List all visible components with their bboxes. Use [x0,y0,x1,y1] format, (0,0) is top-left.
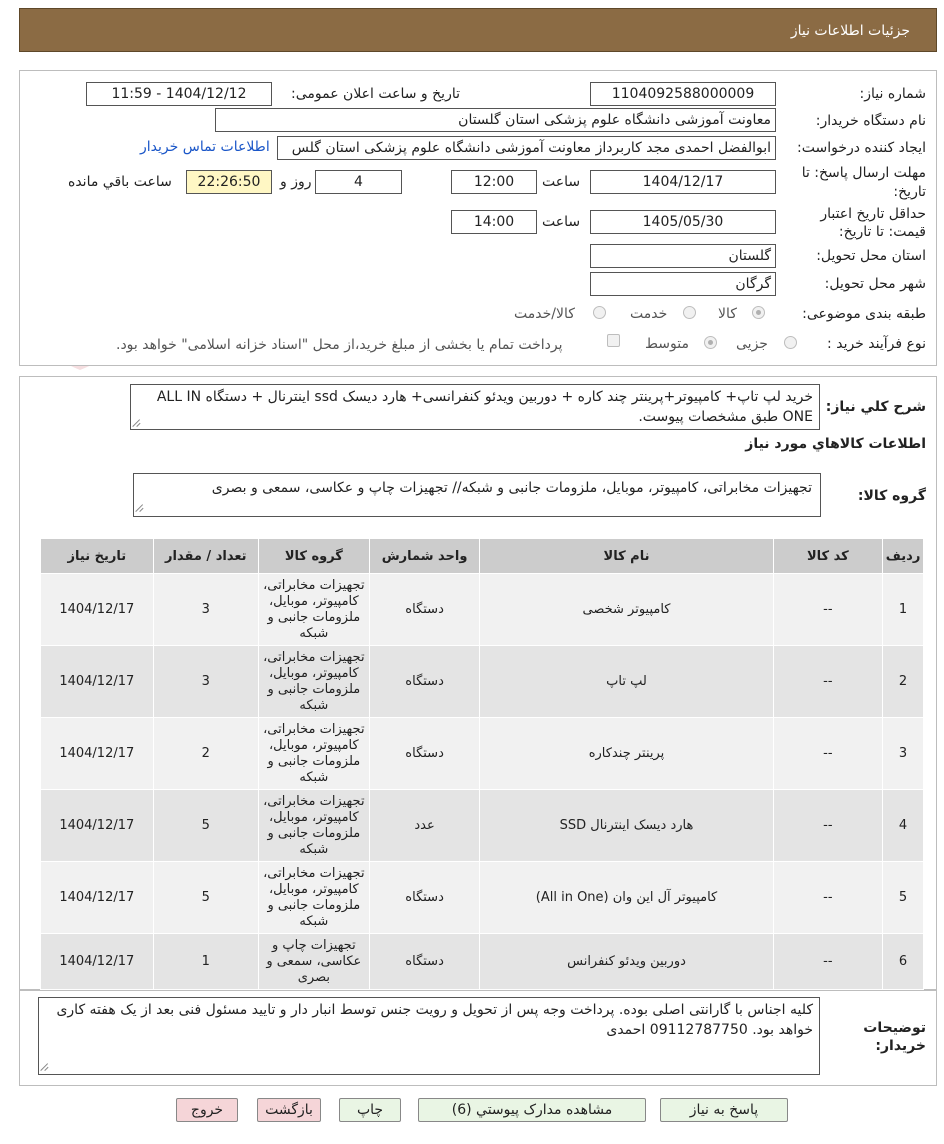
process-option-minor: جزیی [736,336,768,352]
category-option-both: کالا/خدمت [514,306,575,322]
cell-group: تجهیزات چاپ و عکاسی، سمعی و بصری [258,934,369,990]
exit-button[interactable]: خروج [176,1098,238,1122]
buyer-org-field: معاونت آموزشی دانشگاه علوم پزشکی استان گلستان [215,108,776,132]
col-header-unit: واحد شمارش [369,539,480,574]
cell-unit: عدد [369,790,480,862]
deadline-label: مهلت ارسال پاسخ: تا [801,165,926,181]
group-label: گروه کالا: [857,488,926,504]
cell-unit: دستگاه [369,718,480,790]
table-row [41,934,924,990]
requester-label: ایجاد کننده درخواست: [797,140,926,156]
print-button[interactable]: چاپ [339,1098,401,1122]
category-option-service: خدمت [630,306,668,322]
cell-name: پرینتر چندکاره [480,718,773,790]
process-radio-medium[interactable] [704,336,717,349]
validity-label: حداقل تاریخ اعتبار [820,206,926,222]
days-field: 4 [315,170,402,194]
cell-name: لپ تاپ [480,646,773,718]
need-number-field: 1104092588000009 [590,82,776,106]
cell-row-number: 4 [883,790,924,862]
notes-textarea: کلیه اجناس با گارانتی اصلی بوده. پرداخت وجه پس از تحویل و رویت جنس توسط انبار دار و تایید مسئول فنی بعد از یک هفته کاری خواهد بود. 09112787750 احمدی [38,997,820,1075]
cell-row-number: 2 [883,646,924,718]
table-header-row [41,539,924,574]
days-word: روز و [280,174,312,190]
cell-name: دوربین ویدئو کنفرانس [480,934,773,990]
back-button[interactable]: بازگشت [257,1098,321,1122]
province-field: گلستان [590,244,776,268]
cell-date: 1404/12/17 [41,790,154,862]
validity-date-field: 1405/05/30 [590,210,776,234]
validity-time-field: 14:00 [451,210,537,234]
col-header-date: تاریخ نیاز [41,539,154,574]
cell-code: -- [773,718,883,790]
table-row [41,862,924,934]
col-header-row-number: ردیف [883,539,924,574]
deadline-date-field: 1404/12/17 [590,170,776,194]
treasury-checkbox[interactable] [607,334,620,347]
deadline-time-word: ساعت [542,174,581,190]
cell-code: -- [773,862,883,934]
cell-code: -- [773,934,883,990]
cell-name: کامپیوتر شخصی [480,574,773,646]
cell-quantity: 1 [153,934,258,990]
cell-date: 1404/12/17 [41,862,154,934]
col-header-code: کد کالا [773,539,883,574]
cell-row-number: 6 [883,934,924,990]
cell-group: تجهیزات مخابراتی، کامپیوتر، موبایل، ملزومات جانبی و شبکه [258,574,369,646]
buyer-contact-link[interactable]: اطلاعات تماس خریدار [140,139,270,155]
col-header-group: گروه کالا [258,539,369,574]
validity-label-2: قیمت: تا تاریخ: [838,224,926,240]
announce-label: تاریخ و ساعت اعلان عمومی: [291,86,460,102]
cell-unit: دستگاه [369,574,480,646]
cell-date: 1404/12/17 [41,718,154,790]
payment-note: پرداخت تمام یا بخشی از مبلغ خرید،از محل "اسناد خزانه اسلامی" خواهد بود. [116,337,563,353]
cell-code: -- [773,574,883,646]
resize-grip-icon[interactable] [135,503,145,513]
announce-field: 1404/12/12 - 11:59 [86,82,272,106]
items-heading: اطلاعات کالاهاي مورد نیاز [745,436,926,452]
process-radio-minor[interactable] [784,336,797,349]
cell-date: 1404/12/17 [41,934,154,990]
cell-unit: دستگاه [369,646,480,718]
requester-field: ابوالفضل احمدی مجد کاربرداز معاونت آموزشی دانشگاه علوم پزشکی استان گلس [277,136,776,160]
cell-quantity: 5 [153,790,258,862]
category-option-goods: کالا [718,306,737,322]
cell-group: تجهیزات مخابراتی، کامپیوتر، موبایل، ملزومات جانبی و شبکه [258,790,369,862]
col-header-quantity: تعداد / مقدار [153,539,258,574]
buyer-org-label: نام دستگاه خریدار: [815,113,926,129]
col-header-name: نام کالا [480,539,773,574]
cell-quantity: 2 [153,718,258,790]
resize-grip-icon[interactable] [132,418,142,428]
cell-name: کامپیوتر آل این وان (All in One) [480,862,773,934]
city-field: گرگان [590,272,776,296]
table-row [41,790,924,862]
cell-code: -- [773,790,883,862]
notes-label-2: خریدار: [875,1038,926,1054]
table-row [41,646,924,718]
deadline-label-2: تاریخ: [893,184,926,200]
group-textarea: تجهیزات مخابراتی، کامپیوتر، موبایل، ملزومات جانبی و شبکه// تجهیزات چاپ و عکاسی، سمعی و بصری [133,473,821,517]
process-label: نوع فرآیند خرید : [827,336,926,352]
cell-group: تجهیزات مخابراتی، کامپیوتر، موبایل، ملزومات جانبی و شبکه [258,718,369,790]
notes-label: توضیحات [863,1020,926,1036]
attachments-button[interactable]: مشاهده مدارک پیوستي (6) [418,1098,646,1122]
cell-code: -- [773,646,883,718]
validity-time-word: ساعت [542,214,581,230]
remaining-time-field: 22:26:50 [186,170,272,194]
remaining-word: ساعت باقي مانده [68,174,172,190]
cell-quantity: 3 [153,574,258,646]
process-option-medium: متوسط [645,336,689,352]
city-label: شهر محل تحویل: [824,276,926,292]
category-radio-both[interactable] [593,306,606,319]
page-title: جزئیات اطلاعات نیاز [19,8,937,52]
cell-quantity: 5 [153,862,258,934]
table-row [41,718,924,790]
cell-name: هارد دیسک اینترنال SSD [480,790,773,862]
category-radio-service[interactable] [683,306,696,319]
cell-date: 1404/12/17 [41,646,154,718]
cell-row-number: 5 [883,862,924,934]
items-table [40,538,924,990]
cell-date: 1404/12/17 [41,574,154,646]
table-row [41,574,924,646]
summary-textarea: خرید لپ تاپ+ کامپیوتر+پرینتر چند کاره + دوربین ویدئو کنفرانسی+ هارد دیسک ssd اینترنال + دستگاه ALL IN ONE طبق مشخصات پیوست. [130,384,820,430]
deadline-time-field: 12:00 [451,170,537,194]
resize-grip-icon[interactable] [40,1062,50,1072]
cell-group: تجهیزات مخابراتی، کامپیوتر، موبایل، ملزومات جانبی و شبکه [258,646,369,718]
cell-unit: دستگاه [369,934,480,990]
province-label: استان محل تحویل: [816,248,926,264]
summary-label: شرح کلي نیاز: [825,399,926,415]
cell-quantity: 3 [153,646,258,718]
cell-row-number: 1 [883,574,924,646]
category-label: طبقه بندی موضوعی: [802,306,926,322]
cell-group: تجهیزات مخابراتی، کامپیوتر، موبایل، ملزومات جانبی و شبکه [258,862,369,934]
cell-row-number: 3 [883,718,924,790]
cell-unit: دستگاه [369,862,480,934]
need-number-label: شماره نیاز: [859,86,926,102]
category-radio-goods[interactable] [752,306,765,319]
reply-button[interactable]: پاسخ به نیاز [660,1098,788,1122]
